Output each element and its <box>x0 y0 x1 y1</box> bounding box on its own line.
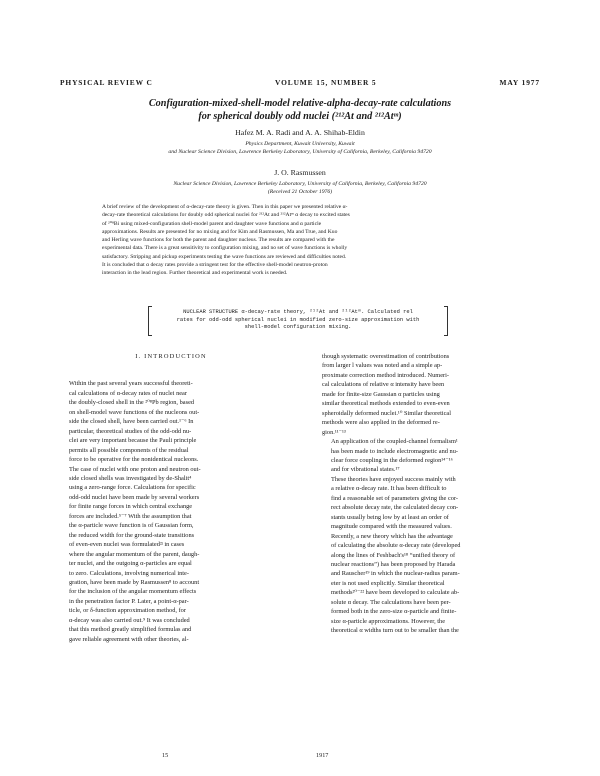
abstract-line: A brief review of the development of α-decay-rate theory is given. Then in this paper we presented relative α- <box>102 204 348 210</box>
text-line: has been made to include electromagnetic and nu- <box>331 447 458 455</box>
abstract-line: approximations. Results are presented for no mixing and for Kim and Rasmussen, Ma and True, and Kuo <box>102 228 338 235</box>
footer-volume: 15 <box>162 752 169 759</box>
text-line: find a reasonable set of parameters giving the cor- <box>331 494 459 502</box>
text-line: proximate correction method introduced. Numeri- <box>322 371 450 379</box>
affiliation-line: Nuclear Science Division, Lawrence Berkeley Laboratory, University of California, Berkeley, California 94720 <box>173 181 427 187</box>
publication-date: MAY 1977 <box>499 78 540 87</box>
text-line: for finite range forces in which central exchange <box>69 503 193 511</box>
text-line: spheroidally deformed nuclei.¹⁰ Similar theoretical <box>322 409 451 417</box>
volume-number: VOLUME 15, NUMBER 5 <box>275 78 377 87</box>
text-line: along the lines of Feshbach's¹⁸ “unified theory of <box>331 551 456 559</box>
abstract-line: of ²⁰⁸Bi using mixed-configuration shell-model parent and daughter wave functions and α particle <box>102 220 322 227</box>
journal-name: PHYSICAL REVIEW C <box>60 78 153 87</box>
text-line: made for finite-size Gaussian α particles using <box>322 390 440 398</box>
abstract <box>102 203 508 278</box>
body-paragraph <box>322 437 544 475</box>
keywords-line: rates for odd-odd spherical nuclei in modified zero-size approximation with <box>176 316 420 323</box>
text-line: a relative α-decay rate. It has been difficult to <box>331 485 447 493</box>
text-line: formed both in the zero-size α-particle and finite- <box>331 608 457 616</box>
text-line: gave reliable agreement with other theories, al- <box>69 635 189 643</box>
text-line: ter nuclei, and the outgoing α-particles are equal <box>69 560 192 568</box>
authors-primary: Hafez M. A. Radi and A. A. Shihab-Eldin <box>235 128 365 137</box>
text-line: particular, theoretical studies of the odd-odd nu- <box>69 427 192 435</box>
text-line: where the angular momentum of the parent, daugh- <box>69 550 200 558</box>
left-bracket <box>148 306 152 336</box>
text-line: methods were also applied in the deformed re- <box>322 419 440 427</box>
abstract-line: satisfactory. Stripping and pickup experiments testing the wave functions are reviewed and difficulties noted. <box>102 253 347 260</box>
text-line: the doubly-closed shell in the ²⁰⁸Pb region, based <box>69 399 195 407</box>
abstract-line: and Herling wave functions for both the parent and daughter nucleus. The results are compared with the <box>102 237 335 244</box>
text-line: α-decay was also carried out.⁹ It was concluded <box>69 616 190 624</box>
text-line: and Rauscher¹⁹ in which the nuclear-radius param- <box>331 570 460 578</box>
text-line: that this method greatly simplified formulas and <box>69 626 192 634</box>
section-heading: I. INTRODUCTION <box>135 353 207 360</box>
text-line: to zero. Calculations, involving numerical inte- <box>69 569 189 577</box>
keywords-box <box>148 306 448 336</box>
text-line: rect absolute decay rate, the calculated decay con- <box>331 504 459 512</box>
text-line: eter is not used explicitly. Similar theoretical <box>331 579 445 587</box>
text-line: from larger l values was noted and a simple ap- <box>322 362 443 370</box>
affiliation-line: Physics Department, Kuwait University, Kuwait <box>245 141 355 147</box>
keywords-line: NUCLEAR STRUCTURE α-decay-rate theory, ²¹²At and ²¹²Atᵐ. Calculated rel <box>183 309 413 315</box>
left-column <box>60 352 282 644</box>
text-line: solute α decay. The calculations have been per- <box>331 598 451 606</box>
text-line: The case of nuclei with one proton and neutron out- <box>69 465 201 473</box>
text-line: of even-even nuclei was formulated²ʲ in cases <box>69 541 185 549</box>
body-paragraph <box>322 532 544 636</box>
intro-paragraph <box>60 379 282 644</box>
text-line: forces are included.⁵⁻⁷ With the assumption that <box>69 512 192 520</box>
text-line: clear force coupling in the deformed region¹⁴⁻¹⁶ <box>331 456 453 464</box>
affiliation-line: and Nuclear Science Division, Lawrence Berkeley Laboratory, University of California, Berkeley, California 94720 <box>168 149 432 156</box>
text-line: the reduced width for the ground-state transitions <box>69 531 195 539</box>
text-line: These theories have enjoyed success mainly with <box>331 475 456 483</box>
body-paragraph <box>322 352 544 437</box>
text-line: of calculating the absolute α-decay rate (developed <box>331 542 461 550</box>
affiliation-primary <box>60 140 540 157</box>
title-line: Configuration-mixed-shell-model relative-alpha-decay-rate calculations <box>148 98 452 109</box>
keywords-text <box>156 309 440 332</box>
text-line: though systematic overestimation of contributions <box>322 353 450 360</box>
text-line: force to be operative for the nonidentical nucleons. <box>69 456 199 464</box>
affiliation-secondary <box>60 180 540 197</box>
text-line: size α-particle approximations. However, the <box>331 617 446 625</box>
running-head <box>60 78 540 90</box>
article-title <box>60 97 540 123</box>
text-line: ticle, or δ-function approximation method, for <box>69 607 186 615</box>
text-line: on shell-model wave functions of the nucleons out- <box>69 408 200 416</box>
text-line: for the inclusion of the angular momentum effects <box>69 588 197 596</box>
text-line: Within the past several years successful theoreti- <box>69 380 193 388</box>
abstract-line: interaction in the lead region. Further theoretical and experimental work is needed. <box>102 270 288 277</box>
authors-secondary: J. O. Rasmussen <box>274 168 326 177</box>
text-line: cal calculations of relative α intensity have been <box>322 381 445 389</box>
text-line: An application of the coupled-channel formalism¹ <box>331 438 458 446</box>
text-line: methods²⁰⁻²² have been developed to calculate ab- <box>331 589 460 597</box>
text-line: stants usually being low by at least an order of <box>331 513 449 521</box>
right-column <box>322 352 544 636</box>
page-number: 1917 <box>316 752 329 759</box>
text-line: nuclear reactions”) has been proposed by Harada <box>331 560 456 568</box>
keywords-line: shell-model configuration mixing. <box>244 324 352 331</box>
text-line: similar theoretical methods extended to even-even <box>322 400 450 408</box>
right-bracket <box>444 306 448 336</box>
text-line: theoretical α widths turn out to be smaller than the <box>331 627 459 635</box>
text-line: the α-particle wave function is of Gaussian form, <box>69 522 194 530</box>
abstract-line: It is concluded that α decay rates provide a stringent test for the effective shell-model neutron-proton <box>102 262 328 269</box>
text-line: cal calculations of α-decay rates of nuclei near <box>69 389 187 397</box>
text-line: and for vibrational states.¹⁷ <box>331 466 400 474</box>
text-line: using a zero-range force. Calculations for specific <box>69 484 196 492</box>
text-line: magnitude compared with the measured values. <box>331 523 452 531</box>
title-line: for spherical doubly odd nuclei (²¹²At and ²¹²Atᵐ) <box>198 111 402 122</box>
body-paragraph <box>322 475 544 532</box>
text-line: gration, have been made by Rasmussen⁸ to account <box>69 578 200 586</box>
text-line: permits all possible components of the residual <box>69 446 189 454</box>
abstract-line: experimental data. There is a great sensitivity to configuration mixing, and no set of wave functions is wholly <box>102 245 348 252</box>
text-line: in the penetration factor P. Later, a point-α-par- <box>69 597 189 605</box>
abstract-line: decay-rate theoretical calculations for doubly odd spherical nuclei for ²¹²At and ²¹²Atᵐ α decay to excited states <box>102 212 350 219</box>
text-line: Recently, a new theory which has the advantage <box>331 532 453 540</box>
text-line: side the closed shell, have been carried out.¹⁻⁶ In <box>69 418 194 426</box>
text-line: side closed shells was investigated by de-Shalit⁴ <box>69 474 192 482</box>
text-line: odd-odd nuclei have been made by several workers <box>69 493 200 501</box>
received-date: (Received 21 October 1976) <box>267 189 333 196</box>
text-line: gion.¹¹⁻¹³ <box>322 428 346 436</box>
text-line: clei are very important because the Pauli principle <box>69 437 197 445</box>
